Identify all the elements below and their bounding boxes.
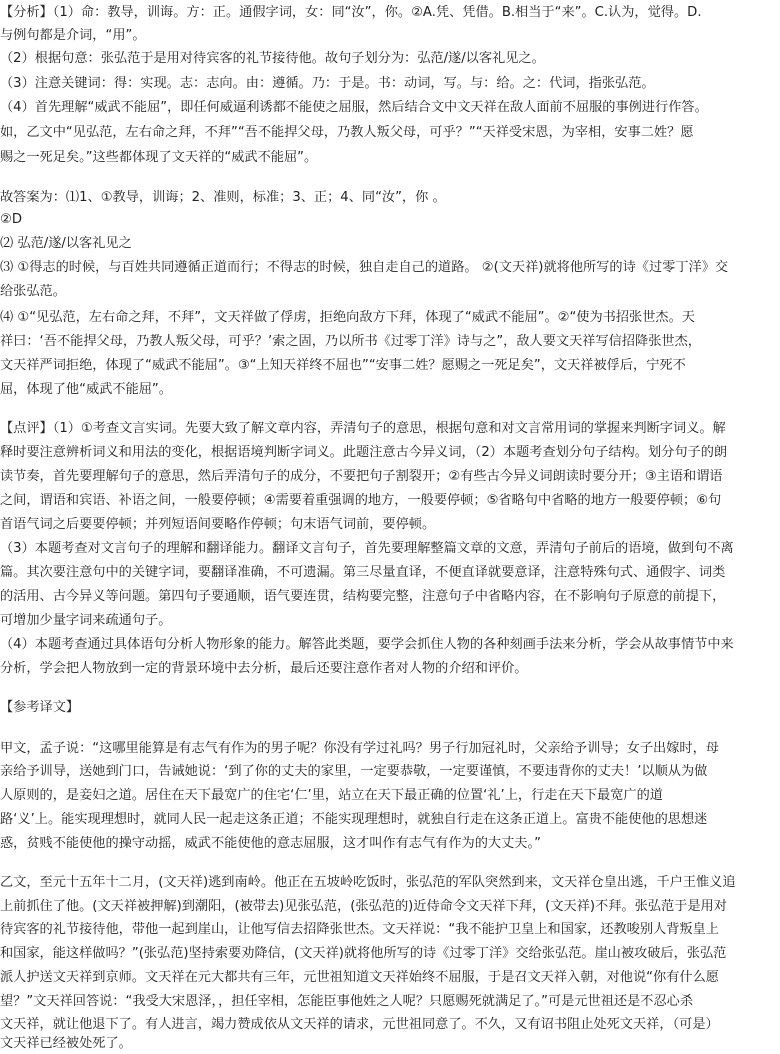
- analysis-line-2: 与例句都是介词，“用”。: [0, 28, 146, 43]
- translation-b-line-1: 乙文，至元十五年十二月，(文天祥)逃到南岭。他正在五坡岭吃饭时，张弘范的军队突然到来，文天祥仓皇出逃，千户王惟义追: [0, 875, 736, 890]
- analysis-line-4: （3）注意关键词：得：实现。志：志向。由：遵循。乃：于是。书：动词，写。与：给。之：代词，指张弘范。: [0, 76, 655, 91]
- comment-line-1: 【点评】（1）①考查文言实词。先要大致了解文章内容，弄清句子的意思，根据句意和对文言常用词的掌握来判断字词义。解: [0, 421, 726, 436]
- answer-line-5: 给张弘范。: [0, 284, 66, 299]
- answer-line-4: ⑶ ①得志的时候，与百姓共同遵循正道而行；不得志的时候，独自走自己的道路。 ②(文天祥)就将他所写的诗《过零丁洋》交: [0, 260, 729, 275]
- answer-line-9: 屈，体现了他“威武不能屈”。: [0, 382, 172, 397]
- translation-a-line-5: 惑，贫贱不能使他的操守动摇，威武不能使他的意志屈服，这才叫作有志气有作为的大丈夫。”: [0, 836, 541, 851]
- translation-a-line-4: 路‘义’上。能实现理想时，就同人民一起走这条正道；不能实现理想时，就独自行走在这条正道上。富贵不能使他的思想迷: [0, 812, 708, 827]
- comment-line-7: 篇。其次要注意句中的关键字词，要翻译准确，不可遗漏。第三尽量直译，不便直译就要意译，注意特殊句式、通假字、词类: [0, 565, 726, 580]
- translation-b-line-8: 文天祥已经被处死了。: [0, 1036, 132, 1051]
- comment-line-11: 分析，学会把人物放到一定的背景环境中去分析，最后还要注意作者对人物的介绍和评价。: [0, 661, 528, 676]
- comment-line-4: 之间，谓语和宾语、补语之间，一般要停顿；④需要着重强调的地方，一般要停顿；⑤省略句中省略的地方一般要停顿；⑥句: [0, 493, 722, 508]
- analysis-line-3: （2）根据句意：张弘范于是用对待宾客的礼节接待他。故句子划分为：弘范/遂/以客礼见之。: [0, 51, 545, 66]
- comment-line-6: （3）本题考查对文言句子的理解和翻译能力。翻译文言句子，首先要理解整篇文章的文意，弄清句子前后的语境，做到句不离: [0, 541, 734, 556]
- comment-line-8: 的活用、古今异义等问题。第四句子要通顺，语气要连贯，结构要完整，注意句子中省略内容，在不影响句子原意的前提下，: [0, 589, 726, 604]
- comment-line-2: 释时要注意辨析词义和用法的变化，根据语境判断字词义。此题注意古今异义词，（2）本题考查划分句子结构。划分句子的朗: [0, 445, 728, 460]
- translation-b-line-6: 望？”文天祥回答说：“我受大宋恩泽，，担任宰相，怎能臣事他姓之人呢？只愿赐死就满足了。”可是元世祖还是不忍心杀: [0, 994, 694, 1009]
- translation-a-line-3: 人原则的，是妾妇之道。居住在天下最宽广的住宅‘仁’里，站立在天下最正确的位置‘礼’上，行走在天下最宽广的道: [0, 788, 663, 803]
- comment-line-3: 读节奏，首先要理解句子的意思，然后弄清句子的成分，不要把句子割裂开；②有些古今异义词朗读时要分开；③主语和谓语: [0, 469, 723, 484]
- analysis-line-1: 【分析】（1）命：教导，训诲。方：正。通假字词，女：同“汝”，你。②A.凭、凭借。B.相当于“来”。C.认为，觉得。D.: [0, 5, 702, 20]
- analysis-line-6: 如，乙文中“见弘范，左右命之拜，不拜”“吾不能捍父母，乃教人叛父母，可乎？”“天祥受宋恩，为宰相，安事二姓？愿: [0, 125, 694, 140]
- analysis-line-5: （4）首先理解“威武不能屈”，即任何威逼利诱都不能使之屈服，然后结合文中文天祥在敌人面前不屈服的事例进行作答。: [0, 100, 708, 115]
- comment-line-5: 首语气词之后要要停顿；并列短语间要略作停顿；句末语气词前，要停顿。: [0, 517, 436, 532]
- answer-line-2: ②D: [0, 212, 22, 227]
- translation-a-line-1: 甲文，孟子说：“这哪里能算是有志气有作为的男子呢？你没有学过礼吗？男子行加冠礼时，父亲给予训导；女子出嫁时，母: [0, 741, 719, 756]
- comment-line-10: （4）本题考查通过具体语句分析人物形象的能力。解答此类题，要学会抓住人物的各种刻画手法来分析，学会从故事情节中来: [0, 637, 734, 652]
- translation-heading: 【参考译文】: [0, 700, 80, 715]
- translation-b-line-3: 待宾客的礼节接待他，带他一起到崖山，让他写信去招降张世杰。文天祥说：“我不能护卫皇上和国家，还教唆别人背叛皇上: [0, 922, 719, 937]
- translation-a-line-2: 亲给予训导，送她到门口，告诫她说：‘到了你的丈夫的家里，一定要恭敬，一定要谨慎，不要违背你的丈夫！’以顺从为做: [0, 764, 708, 779]
- translation-b-line-7: 文天祥，就让他退下了。有人进言，竭力赞成依从文天祥的请求，元世祖同意了。不久，又有诏书阻止处死文天祥，（可是）: [0, 1017, 719, 1032]
- answer-line-8: 文天祥严词拒绝，体现了“威武不能屈”。③“上知天祥终不屈也”“安事二姓？愿赐之一死足矣”，文天祥被俘后，宁死不: [0, 358, 686, 373]
- comment-line-9: 可增加少量字词来疏通句子。: [0, 613, 172, 628]
- translation-b-line-2: 上前抓住了他。(文天祥被押解)到潮阳，(被带去)见张弘范，(张弘范的)近侍命令文天祥下拜，(文天祥)不拜。张弘范于是用对: [0, 899, 727, 914]
- answer-line-1: 故答案为：⑴1、①教导，训诲；2、准则，标准；3、正；4、同“汝”，你 。: [0, 190, 446, 205]
- translation-b-line-4: 和国家，能这样做吗？”(张弘范)坚持索要劝降信，(文天祥)就将他所写的诗《过零丁洋》交给张弘范。崖山被攻破后，张弘范: [0, 946, 727, 961]
- translation-b-line-5: 派人护送文天祥到京师。文天祥在元大都共有三年，元世祖知道文天祥始终不屈服，于是召文天祥入朝，对他说“你有什么愿: [0, 970, 719, 985]
- answer-line-6: ⑷ ①“见弘范，左右命之拜，不拜”，文天祥做了俘虏，拒绝向敌方下拜，体现了“威武不能屈”。②“使为书招张世杰。天: [0, 310, 695, 325]
- answer-line-3: ⑵ 弘范/遂/以客礼见之: [0, 236, 132, 251]
- answer-line-7: 祥曰：‘吾不能捍父母，乃教人叛父母，可乎？’索之固，乃以所书《过零丁洋》诗与之”，敌人要文天祥写信招降张世杰，: [0, 334, 701, 349]
- analysis-line-7: 赐之一死足矣。”这些都体现了文天祥的“威武不能屈”。: [0, 150, 318, 165]
